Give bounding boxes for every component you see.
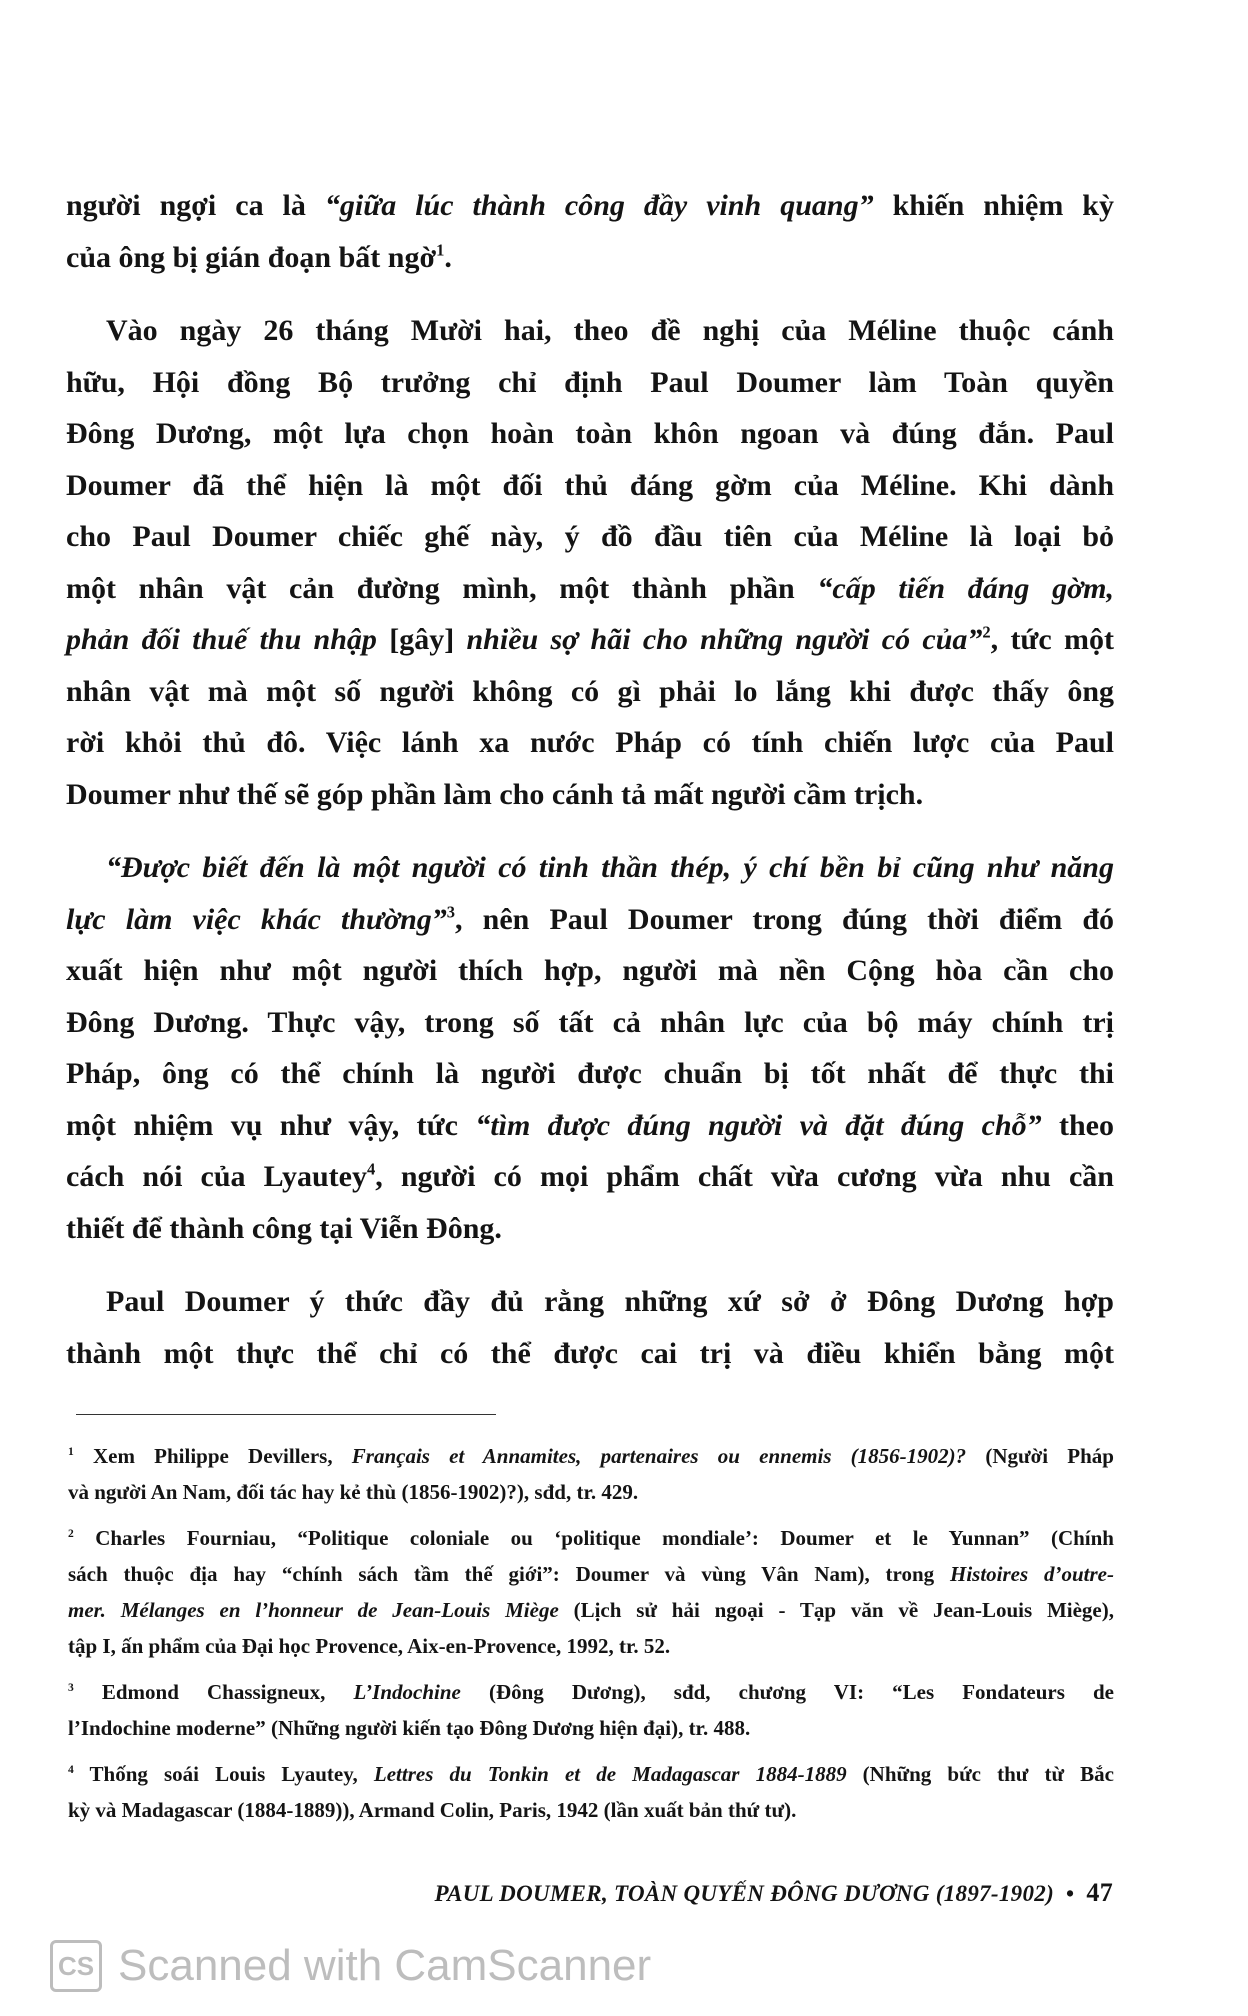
text-segment: , người có mọi phẩm chất vừa cương vừa nhu cần	[375, 1160, 1114, 1193]
italic-text: Français et Annamites, partenaires ou ennemis (1856-1902)?	[351, 1444, 967, 1468]
paragraph	[66, 305, 1114, 820]
italic-text: “cấp tiến đáng gờm,	[817, 571, 1115, 605]
text-segment: (Đông Dương), sđd, chương VI: “Les Fondateurs de	[460, 1680, 1114, 1704]
text-line	[66, 1276, 1114, 1328]
text-segment: rời khỏi thủ đô. Việc lánh xa nước Pháp có tính chiến lược của Paul	[66, 726, 1114, 759]
text-line	[66, 180, 1114, 232]
camscanner-logo-icon: CS	[50, 1940, 102, 1992]
text-line	[68, 1628, 1114, 1664]
text-segment: Paul Doumer ý thức đầy đủ rằng những xứ sở ở Đông Dương hợp	[106, 1285, 1114, 1318]
body-text	[66, 180, 1114, 1401]
italic-text: L’Indochine	[353, 1680, 461, 1704]
running-footer	[434, 1878, 1113, 1908]
text-segment: hữu, Hội đồng Bộ trưởng chỉ định Paul Doumer làm Toàn quyền	[66, 365, 1114, 399]
footnotes	[68, 1438, 1114, 1838]
text-segment: , nên Paul Doumer trong đúng thời điểm đó	[455, 902, 1115, 936]
text-line	[68, 1520, 1114, 1556]
bullet-separator: •	[1066, 1881, 1075, 1906]
text-segment: người ngợi ca là	[66, 189, 325, 222]
text-segment: tập I, ấn phẩm của Đại học Provence, Aix-en-Provence, 1992, tr. 52.	[68, 1634, 671, 1658]
text-line	[66, 1100, 1114, 1152]
text-segment: , tức một	[990, 623, 1115, 656]
text-segment: (Người Pháp	[966, 1444, 1114, 1468]
footnote	[68, 1520, 1114, 1664]
text-segment: Đông Dương, một lựa chọn hoàn toàn khôn ngoan và đúng đắn. Paul	[66, 417, 1114, 450]
text-line	[66, 894, 1114, 946]
footnote-ref: 1	[436, 239, 445, 259]
text-line	[66, 305, 1114, 357]
text-segment: kỳ và Madagascar (1884-1889)), Armand Colin, Paris, 1942 (lần xuất bản thứ tư).	[68, 1798, 797, 1822]
text-line	[66, 357, 1114, 409]
text-segment: theo	[1041, 1108, 1114, 1142]
text-segment: l’Indochine moderne” (Những người kiến tạo Đông Dương hiện đại), tr. 488.	[68, 1716, 751, 1740]
text-segment: khiến nhiệm kỳ	[873, 189, 1114, 222]
italic-text: lực làm việc khác thường”	[66, 902, 447, 936]
watermark-text: Scanned with CamScanner	[118, 1941, 652, 1990]
text-line	[68, 1756, 1114, 1792]
text-line	[68, 1438, 1114, 1474]
text-line	[66, 717, 1114, 769]
text-line	[68, 1792, 1114, 1828]
text-segment: (Lịch sử hải ngoại - Tạp văn về Jean-Louis Miège),	[558, 1598, 1114, 1622]
footnote	[68, 1756, 1114, 1828]
text-segment: một nhân vật cản đường mình, một thành phần	[66, 571, 818, 605]
footnote-ref: 1	[68, 1445, 74, 1458]
footnote-ref: 4	[366, 1159, 376, 1179]
text-segment: Edmond Chassigneux,	[73, 1680, 354, 1704]
text-line	[66, 1151, 1114, 1203]
paragraph	[66, 180, 1114, 283]
text-segment: (Những bức thư từ Bắc	[846, 1762, 1114, 1786]
text-line	[66, 1328, 1114, 1380]
text-segment: một nhiệm vụ như vậy, tức	[66, 1108, 476, 1142]
footnote-ref: 3	[68, 1681, 74, 1694]
text-line	[66, 666, 1114, 718]
italic-text: nhiều sợ hãi cho những người có của”	[466, 623, 983, 656]
footnote-ref: 2	[68, 1527, 74, 1540]
text-segment: nhân vật mà một số người không có gì phải lo lắng khi được thấy ông	[66, 674, 1114, 708]
text-segment: cho Paul Doumer chiếc ghế này, ý đồ đầu tiên của Méline là loại bỏ	[66, 520, 1114, 553]
text-segment: Xem Philippe Devillers,	[73, 1444, 352, 1468]
camscanner-watermark	[50, 1940, 651, 1992]
paragraph	[66, 1276, 1114, 1379]
italic-text: Histoires d’outre-	[950, 1562, 1114, 1586]
text-line	[66, 408, 1114, 460]
text-line	[66, 232, 1114, 284]
text-segment: thiết để thành công tại Viễn Đông.	[66, 1211, 502, 1245]
footnote-ref: 4	[68, 1763, 74, 1776]
italic-text: Lettres du Tonkin et de Madagascar 1884-1889	[373, 1762, 847, 1786]
text-line	[66, 1048, 1114, 1100]
footnote	[68, 1438, 1114, 1510]
footnote-separator	[76, 1414, 496, 1415]
italic-text: “tìm được đúng người và đặt đúng chỗ”	[475, 1108, 1042, 1142]
text-line	[68, 1474, 1114, 1510]
footnote-ref: 3	[446, 901, 456, 921]
text-segment: Charles Fourniau, “Politique coloniale ou ‘politique mondiale’: Doumer et le Yunnan” (Chính	[73, 1526, 1114, 1550]
italic-text: mer. Mélanges en l’honneur de Jean-Louis Miège	[68, 1598, 559, 1622]
text-line	[66, 460, 1114, 512]
text-segment: Doumer như thế sẽ góp phần làm cho cánh tả mất người cầm trịch.	[66, 777, 924, 811]
italic-text: “giữa lúc thành công đầy vinh quang”	[324, 189, 874, 222]
text-line	[66, 614, 1114, 666]
text-segment: Vào ngày 26 tháng Mười hai, theo đề nghị của Méline thuộc cánh	[106, 314, 1114, 347]
footnote	[68, 1674, 1114, 1746]
text-segment: Đông Dương. Thực vậy, trong số tất cả nhân lực của bộ máy chính trị	[66, 1005, 1114, 1039]
footnote-ref: 2	[982, 622, 991, 642]
text-segment: cách nói của Lyautey	[66, 1160, 367, 1193]
text-line	[66, 945, 1114, 997]
text-line	[68, 1592, 1114, 1628]
text-line	[66, 997, 1114, 1049]
text-line	[68, 1710, 1114, 1746]
text-line	[66, 511, 1114, 563]
italic-text: “Được biết đến là một người có tinh thần thép, ý chí bền bỉ cũng như năng	[106, 851, 1114, 884]
italic-text: phản đối thuế thu nhập	[66, 623, 377, 656]
text-segment: [gây]	[376, 623, 467, 656]
text-line	[68, 1556, 1114, 1592]
text-segment: sách thuộc địa hay “chính sách tầm thế giới”: Doumer và vùng Vân Nam), trong	[68, 1562, 950, 1586]
paragraph	[66, 842, 1114, 1254]
running-title: PAUL DOUMER, TOÀN QUYẾN ĐÔNG DƯƠNG (1897-1902)	[434, 1881, 1055, 1906]
page-number: 47	[1086, 1878, 1113, 1907]
text-line	[68, 1674, 1114, 1710]
text-segment: thành một thực thể chỉ có thể được cai trị và điều khiển bằng một	[66, 1336, 1114, 1370]
text-segment: của ông bị gián đoạn bất ngờ	[66, 240, 437, 274]
text-line	[66, 1203, 1114, 1255]
text-segment: xuất hiện như một người thích hợp, người mà nền Cộng hòa cần cho	[66, 954, 1114, 987]
text-segment: Doumer đã thể hiện là một đối thủ đáng gờm của Méline. Khi dành	[66, 468, 1114, 502]
text-segment: Thống soái Louis Lyautey,	[73, 1762, 374, 1786]
text-segment: .	[444, 240, 452, 274]
text-line	[66, 769, 1114, 821]
text-segment: và người An Nam, đối tác hay kẻ thù (1856-1902)?), sđd, tr. 429.	[68, 1480, 639, 1504]
text-line	[66, 563, 1114, 615]
text-segment: Pháp, ông có thể chính là người được chuẩn bị tốt nhất để thực thi	[66, 1057, 1114, 1090]
text-line	[66, 842, 1114, 894]
